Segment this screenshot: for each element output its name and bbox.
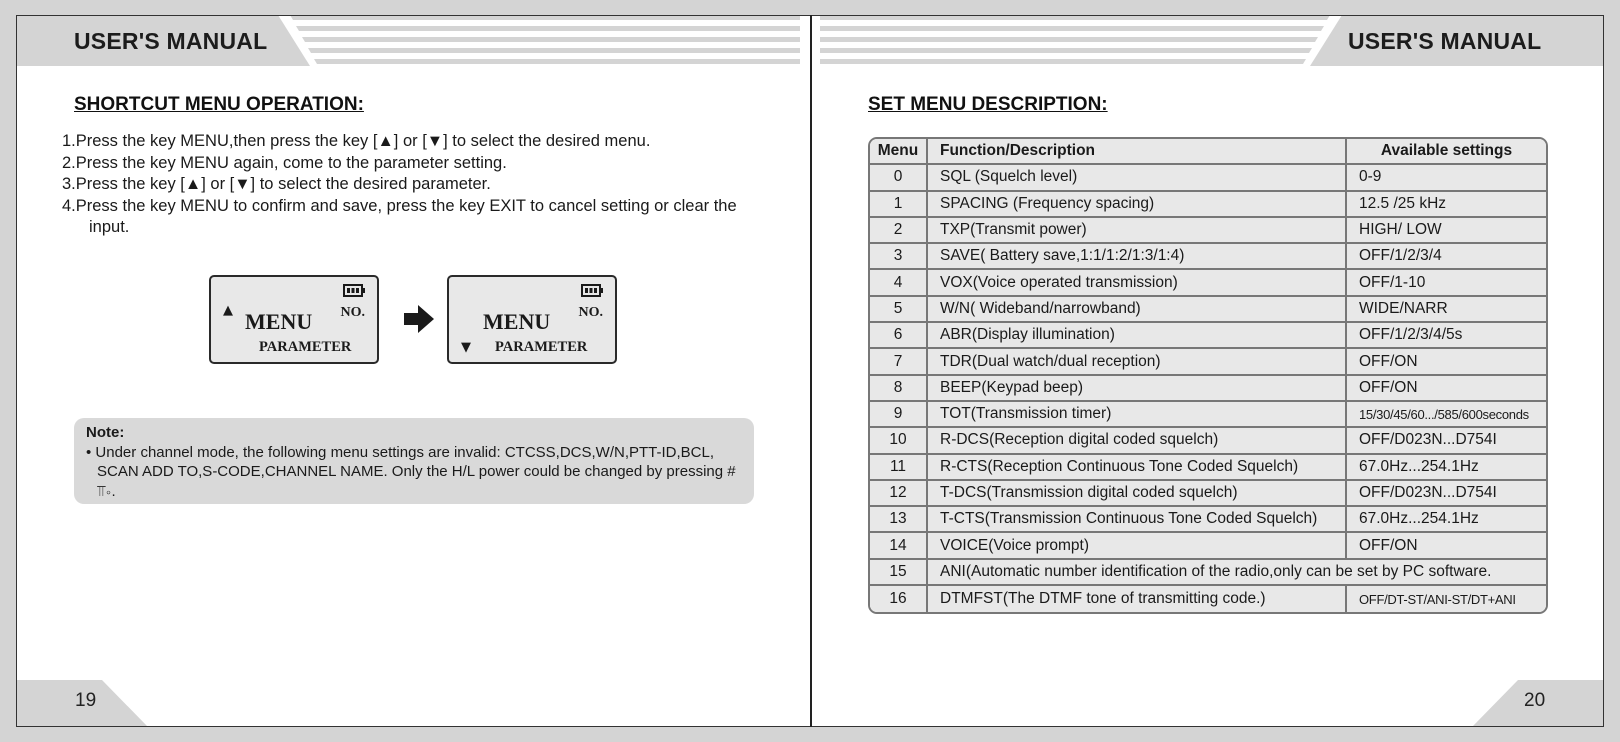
setting-cell: OFF/D023N...D754I bbox=[1347, 428, 1546, 454]
lcd-display-menu bbox=[209, 275, 379, 364]
table-row bbox=[870, 455, 1546, 481]
table-row bbox=[870, 586, 1546, 612]
setting-cell: OFF/1/2/3/4/5s bbox=[1347, 323, 1546, 349]
lcd-no-text: NO. bbox=[578, 305, 603, 320]
setting-cell: OFF/ON bbox=[1347, 376, 1546, 402]
menu-number-cell: 5 bbox=[870, 297, 928, 323]
shortcut-steps bbox=[62, 131, 762, 239]
table-row bbox=[870, 481, 1546, 507]
table-row bbox=[870, 349, 1546, 375]
menu-number-cell: 10 bbox=[870, 428, 928, 454]
note-box bbox=[74, 418, 754, 504]
menu-number-cell: 9 bbox=[870, 402, 928, 428]
table-row bbox=[870, 428, 1546, 454]
arrow-right-icon bbox=[404, 305, 434, 333]
table-row bbox=[870, 192, 1546, 218]
lcd-menu-text: MENU bbox=[245, 309, 313, 334]
menu-number-cell: 1 bbox=[870, 192, 928, 218]
menu-number-cell: 4 bbox=[870, 270, 928, 296]
up-arrow-icon: ▲ bbox=[223, 303, 233, 318]
table-row bbox=[870, 218, 1546, 244]
function-cell: W/N( Wideband/narrowband) bbox=[928, 297, 1347, 323]
function-cell: R-CTS(Reception Continuous Tone Coded Squelch) bbox=[928, 455, 1347, 481]
function-cell: DTMFST(The DTMF tone of transmitting code.) bbox=[928, 586, 1347, 612]
menu-number-cell: 14 bbox=[870, 533, 928, 559]
set-menu-section-title: SET MENU DESCRIPTION: bbox=[868, 94, 1108, 115]
page-number-right: 20 bbox=[1524, 690, 1546, 711]
setting-cell: OFF/D023N...D754I bbox=[1347, 481, 1546, 507]
setting-cell: 0-9 bbox=[1347, 165, 1546, 191]
setting-cell: OFF/ON bbox=[1347, 533, 1546, 559]
setting-cell: 67.0Hz...254.1Hz bbox=[1347, 507, 1546, 533]
step-item: 2.Press the key MENU again, come to the parameter setting. bbox=[62, 153, 507, 172]
battery-icon bbox=[343, 284, 365, 298]
step-item: 4.Press the key MENU to confirm and save, press the key EXIT to cancel setting or clear the input. bbox=[62, 196, 737, 236]
setting-cell: 67.0Hz...254.1Hz bbox=[1347, 455, 1546, 481]
menu-number-cell: 11 bbox=[870, 455, 928, 481]
function-cell: T-DCS(Transmission digital coded squelch) bbox=[928, 481, 1347, 507]
setting-cell: 15/30/45/60.../585/600seconds bbox=[1347, 402, 1546, 428]
battery-icon bbox=[581, 284, 603, 298]
header-function: Function/Description bbox=[928, 139, 1347, 165]
setting-cell: 12.5 /25 kHz bbox=[1347, 192, 1546, 218]
function-cell: ANI(Automatic number identification of the radio,only can be set by PC software. bbox=[928, 560, 1546, 586]
note-title: Note: bbox=[86, 424, 125, 441]
down-arrow-icon: ▼ bbox=[461, 340, 471, 355]
function-cell: VOX(Voice operated transmission) bbox=[928, 270, 1347, 296]
table-row bbox=[870, 376, 1546, 402]
setting-cell: OFF/1-10 bbox=[1347, 270, 1546, 296]
table-row bbox=[870, 533, 1546, 559]
function-cell: T-CTS(Transmission Continuous Tone Coded Squelch) bbox=[928, 507, 1347, 533]
function-cell: ABR(Display illumination) bbox=[928, 323, 1347, 349]
function-cell: TDR(Dual watch/dual reception) bbox=[928, 349, 1347, 375]
setting-cell: OFF/ON bbox=[1347, 349, 1546, 375]
lcd-menu-text: MENU bbox=[483, 309, 551, 334]
left-manual-title: USER'S MANUAL bbox=[74, 28, 268, 54]
function-cell: BEEP(Keypad beep) bbox=[928, 376, 1347, 402]
menu-number-cell: 3 bbox=[870, 244, 928, 270]
setting-cell: OFF/DT-ST/ANI-ST/DT+ANI bbox=[1347, 586, 1546, 612]
note-body: • Under channel mode, the following menu settings are invalid: CTCSS,DCS,W/N,PTT-ID,BCL, SCAN ADD TO,S-CODE,CHANNEL NAME. Only the H/L power could be changed by pressing # ⫪∘. bbox=[86, 443, 736, 500]
menu-number-cell: 15 bbox=[870, 560, 928, 586]
lcd-parameter-text: PARAMETER bbox=[495, 339, 588, 355]
function-cell: TOT(Transmission timer) bbox=[928, 402, 1347, 428]
table-row bbox=[870, 270, 1546, 296]
menu-number-cell: 12 bbox=[870, 481, 928, 507]
set-menu-table bbox=[868, 137, 1548, 614]
table-row bbox=[870, 297, 1546, 323]
menu-number-cell: 8 bbox=[870, 376, 928, 402]
table-header-row bbox=[870, 139, 1546, 165]
header-settings: Available settings bbox=[1347, 139, 1546, 165]
menu-number-cell: 6 bbox=[870, 323, 928, 349]
lcd-no-text: NO. bbox=[340, 305, 365, 320]
menu-number-cell: 2 bbox=[870, 218, 928, 244]
table-row bbox=[870, 402, 1546, 428]
function-cell: SAVE( Battery save,1:1/1:2/1:3/1:4) bbox=[928, 244, 1347, 270]
setting-cell: HIGH/ LOW bbox=[1347, 218, 1546, 244]
menu-number-cell: 0 bbox=[870, 165, 928, 191]
function-cell: SPACING (Frequency spacing) bbox=[928, 192, 1347, 218]
right-manual-title: USER'S MANUAL bbox=[1348, 28, 1542, 54]
table-row bbox=[870, 165, 1546, 191]
function-cell: SQL (Squelch level) bbox=[928, 165, 1347, 191]
step-item: 1.Press the key MENU,then press the key [▲] or [▼] to select the desired menu. bbox=[62, 132, 651, 150]
menu-number-cell: 16 bbox=[870, 586, 928, 612]
page-number-left: 19 bbox=[75, 690, 97, 711]
menu-number-cell: 13 bbox=[870, 507, 928, 533]
setting-cell: OFF/1/2/3/4 bbox=[1347, 244, 1546, 270]
table-row bbox=[870, 507, 1546, 533]
lcd-display-parameter bbox=[447, 275, 617, 364]
lcd-parameter-text: PARAMETER bbox=[259, 339, 352, 355]
table-row bbox=[870, 323, 1546, 349]
function-cell: TXP(Transmit power) bbox=[928, 218, 1347, 244]
step-item: 3.Press the key [▲] or [▼] to select the desired parameter. bbox=[62, 175, 491, 193]
table-row bbox=[870, 560, 1546, 586]
setting-cell: WIDE/NARR bbox=[1347, 297, 1546, 323]
menu-number-cell: 7 bbox=[870, 349, 928, 375]
function-cell: R-DCS(Reception digital coded squelch) bbox=[928, 428, 1347, 454]
header-menu: Menu bbox=[870, 139, 928, 165]
table-row bbox=[870, 244, 1546, 270]
function-cell: VOICE(Voice prompt) bbox=[928, 533, 1347, 559]
shortcut-section-title: SHORTCUT MENU OPERATION: bbox=[74, 94, 364, 115]
